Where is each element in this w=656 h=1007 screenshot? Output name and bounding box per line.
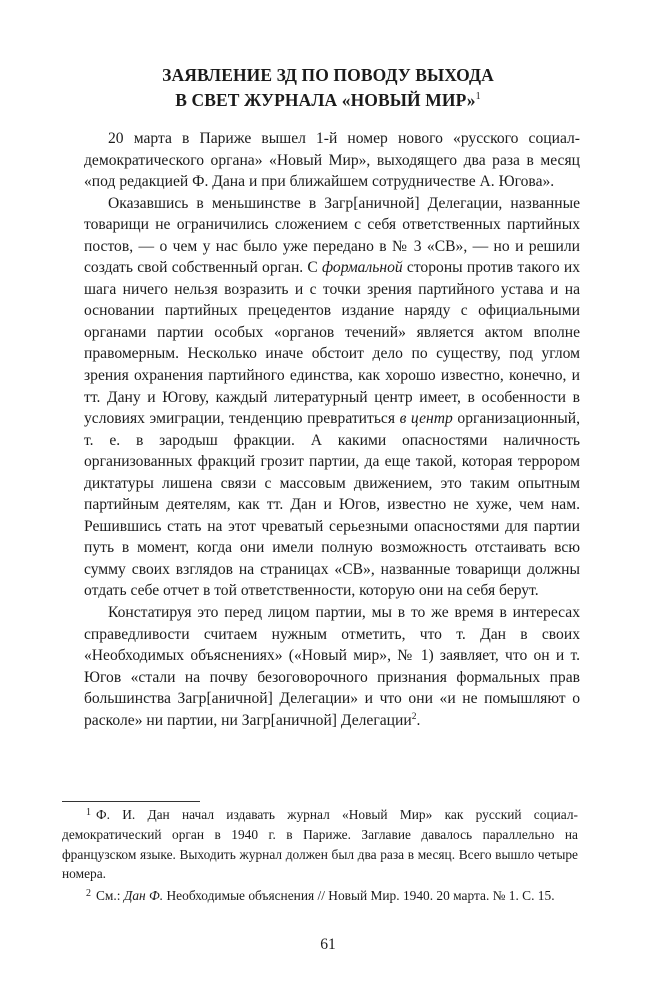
- page-number: 61: [320, 936, 336, 953]
- footnote-1-text: Ф. И. Дан начал издавать журнал «Новый Мир» как русский социал-демократический орган в 1940 г. в Париже. Заглавие давалось параллельно на французском языке. Выходить журнал должен был два раза в месяц. Всего вышло четыре номера.: [62, 807, 578, 882]
- paragraph-2-text-c: стороны против такого их шага ничего нельзя возразить и с точки зрения партийного устава и на основании партийных прецедентов издание наряду с официальными органами партии особых «органов течений» является актом вполне правомерным. Несколько иначе обстоит дело по существу, под углом зрения охранения партийного единства, как хорошо известно, конечно, и тт. Дану и Югову, каждый литературный центр имеет, в особенности в условиях эмиграции, тенденцию превратиться: [84, 259, 581, 428]
- footnote-ref-1[interactable]: 1: [475, 91, 481, 102]
- paragraph-2-text-a: Оказавшись в меньшинстве в Загр[аничной] Делегации, названные товарищи не ограничились сложением с себя ответственных партийных постов, — о чем у нас было уже передано в № 3 «СВ», — но и решили создать свой собственный орган. С: [84, 194, 580, 277]
- title-line-2: [60, 86, 596, 111]
- emphasis-center: в центр: [399, 410, 453, 428]
- paragraph-3: [84, 602, 580, 731]
- paragraph-3-text-b: .: [416, 711, 421, 729]
- footnote-2-author: Дан Ф.: [123, 888, 164, 904]
- body-text: [84, 128, 580, 731]
- footnote-2-number: 2: [86, 888, 91, 900]
- footnote-1-number: 1: [86, 807, 91, 818]
- paragraph-2-text-e: организационный, т. е. в зародыш фракции. А какими опасностями наличность организованных фракций грозит партии, да еще такой, которая террором диктатуры лишена связи с массовым движением, это таким опытным партийным деятелям, как тт. Дан и Югов, известно не хуже, чем нам. Решившись стать на этот чреватый серьезными опасностями для партии путь в момент, когда они имели полную возможность отстаивать всю сумму своих взглядов на страницах «СВ», названные товарищи должны отдать себе отчет в той ответственности, которую они на себя берут.: [84, 410, 580, 600]
- footnote-ref-2[interactable]: 2: [411, 711, 417, 722]
- emphasis-formal: формальной: [322, 259, 403, 277]
- footnote-2-text-a: См.:: [96, 888, 124, 904]
- title-line-1: ЗАЯВЛЕНИЕ ЗД ПО ПОВОДУ ВЫХОДА: [162, 65, 494, 85]
- footnote-divider: [62, 801, 200, 802]
- paragraph-3-text-a: Констатируя это перед лицом партии, мы в то же время в интересах справедливости считаем нужным отметить, что т. Дан в своих «Необходимых объяснениях» («Новый мир», № 1) заявляет, что он и т. Югов «стали на почву безоговорочного признания формальных прав большинства Загр[аничной] Делегации» и что они «и не помышляют о расколе» ни партии, ни Загр[аничной] Делегации: [84, 604, 580, 729]
- page-title: [60, 64, 596, 111]
- title-line-2-text: В СВЕТ ЖУРНАЛА «НОВЫЙ МИР»: [175, 90, 476, 110]
- footnote-2: [62, 884, 578, 906]
- footnotes: [62, 803, 578, 906]
- footnote-2-text-b: Необходимые объяснения // Новый Мир. 1940. 20 марта. № 1. С. 15.: [163, 888, 555, 904]
- paragraph-2: [84, 193, 580, 602]
- paragraph-1: 20 марта в Париже вышел 1-й номер нового «русского социал-демократического органа» «Новый Мир», выходящего два раза в месяц «под редакцией Ф. Дана и при ближайшем сотрудничестве А. Югова».: [84, 130, 580, 191]
- footnote-1: [62, 803, 578, 884]
